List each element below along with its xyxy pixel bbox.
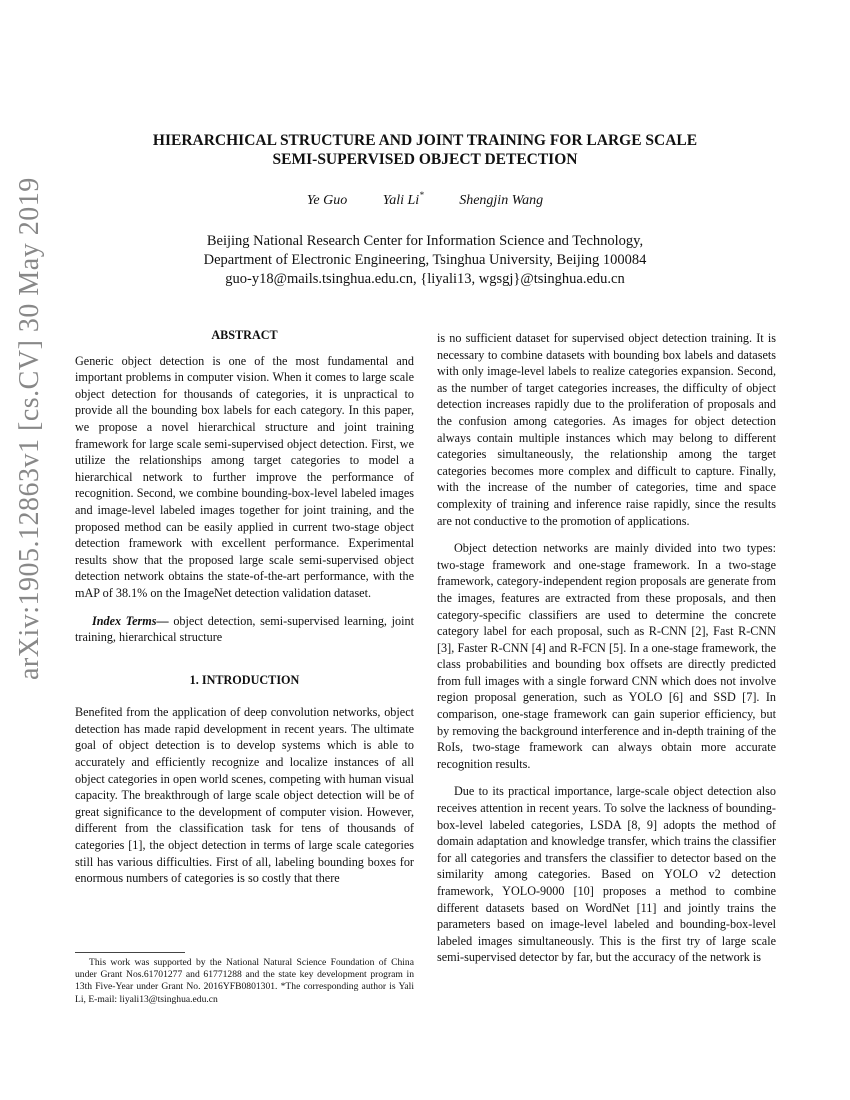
spacer — [75, 697, 414, 704]
right-column — [437, 330, 776, 966]
affiliation-emails: guo-y18@mails.tsinghua.edu.cn, {liyali13, wgsgj}@tsinghua.edu.cn — [225, 271, 625, 287]
author-ye-guo: Ye Guo — [306, 192, 348, 208]
index-terms — [75, 613, 414, 646]
affiliation-block — [100, 232, 750, 289]
corresponding-mark: * — [419, 190, 424, 200]
abstract-text: Generic object detection is one of the most fundamental and important problems in computer vision. When it comes to large scale object detection for thousands of categories, it is unpractical to provide all the bounding box labels for each category. In this paper, we propose a novel hierarchical structure and joint training framework for large scale semi-supervised object detection. First, we utilize the relationships among target categories to model a hierarchical network to further improve the performance of recognition. Second, we combine bounding-box-level labeled images and image-level labeled images together for joint training, and the proposed method can be easily applied in current two-stage object detection framework with excellent performance. Experimental results show that the proposed large scale semi-supervised object detection network obtains the state-of-the-art performance, with the mAP of 38.1% on the ImageNet detection validation dataset. — [75, 353, 414, 600]
intro-paragraph-1: Benefited from the application of deep convolution networks, object detection has made rapid development in recent years. The ultimate goal of object detection is to develop systems which is able to accurately and efficiently recognize and localize instances of all object categories in open world scenes, competing with human visual capacity. The breakthrough of large scale object detection will be of great significance to the development of computer vision. However, different from the classification task for tens of thousands of categories [1], the object detection in terms of large scale categories still has various difficulties. First of all, labeling bounding boxes for enormous numbers of categories is so costly that there — [75, 705, 414, 886]
title-line-1: HIERARCHICAL STRUCTURE AND JOINT TRAINING FOR LARGE SCALE — [152, 132, 698, 149]
title-line-2: SEMI-SUPERVISED OBJECT DETECTION — [272, 151, 578, 168]
paper-title — [70, 131, 780, 169]
author-yali-li — [383, 190, 424, 209]
intro-paragraph-1-continued: is no sufficient dataset for supervised object detection training. It is necessary to combine datasets with bounding box labels and datasets with only image-level labels to realize categories expansion. Second, as the number of target categories increases, the difficulty of object detection increases rapidly due to the proliferation of proposals and the confusion among categories. As images for object detection always contain multiple instances which may belong to different categories simultaneously, the relationship among the target categories becomes more complex and difficult to capture. Finally, with the increase of the number of categories, time and space complexity of training and inference raise rapidly, since the results are not conductive to the promotion of applications. — [437, 331, 776, 528]
spacer — [437, 772, 776, 783]
abstract-heading: ABSTRACT — [211, 328, 278, 342]
footnote: This work was supported by the National Natural Science Foundation of China under Grant Nos.61701277 and 61771288 and the state key development program in 13th Five-Year under Grant No. 2016YFB0801301. *The corresponding author is Yali Li, E-mail: liyali13@tsinghua.edu.cn — [75, 957, 414, 1005]
arxiv-identifier[interactable]: arXiv:1905.12863v1 [cs.CV] 30 May 2019 — [14, 177, 45, 680]
footnote-rule — [75, 952, 185, 953]
intro-paragraph-2: Object detection networks are mainly divided into two types: two-stage framework and one-stage framework. In a two-stage framework, category-independent region proposals are generate from the images, features are extracted from these proposals, and then category-specific classifiers are used to determine the concrete category label for each proposal, such as R-CNN [2], Fast R-CNN [3], Faster R-CNN [4] and R-FCN [5]. In a one-stage framework, the class probabilities and bounding box offsets are directly predicted from full images with a single forward CNN which does not involve region proposal generation, such as YOLO [6] and SSD [7]. In comparison, one-stage framework can gain superior efficiency, but by removing the background interference and in-depth training of the RoIs, two-stage framework can always obtain more accurate recognition results. — [437, 541, 776, 771]
spacer — [75, 602, 414, 613]
affiliation-line-1: Beijing National Research Center for Information Science and Technology, — [206, 233, 644, 249]
intro-heading: 1. INTRODUCTION — [189, 672, 300, 687]
author-shengjin-wang: Shengjin Wang — [459, 192, 544, 208]
affiliation-line-2: Department of Electronic Engineering, Tsinghua University, Beijing 100084 — [203, 252, 647, 268]
author-yali-li-name: Yali Li — [382, 192, 420, 208]
author-list — [0, 190, 850, 209]
intro-paragraph-3: Due to its practical importance, large-scale object detection also receives attention in recent years. To solve the lackness of bounding-box-level labeled categories, LSDA [8, 9] adopts the method of domain adaptation and knowledge transfer, which trains the classifier for all categories and transfers the classifier to detector based on the similarity among categories. Based on YOLO v2 detection framework, YOLO-9000 [10] proposes a method to combine different datasets based on WordNet [11] and jointly trains the parameters based on image-level labeled and bounding-box-level labeled images simultaneously. This is the first try of large scale semi-supervised detector by far, but the accuracy of the network is — [437, 784, 776, 965]
spacer — [437, 529, 776, 540]
index-terms-text: object detection, semi-supervised learning, joint training, hierarchical structure — [75, 613, 414, 645]
spacer — [75, 646, 414, 672]
index-terms-label: Index Terms— — [92, 613, 169, 628]
left-column — [75, 327, 414, 887]
